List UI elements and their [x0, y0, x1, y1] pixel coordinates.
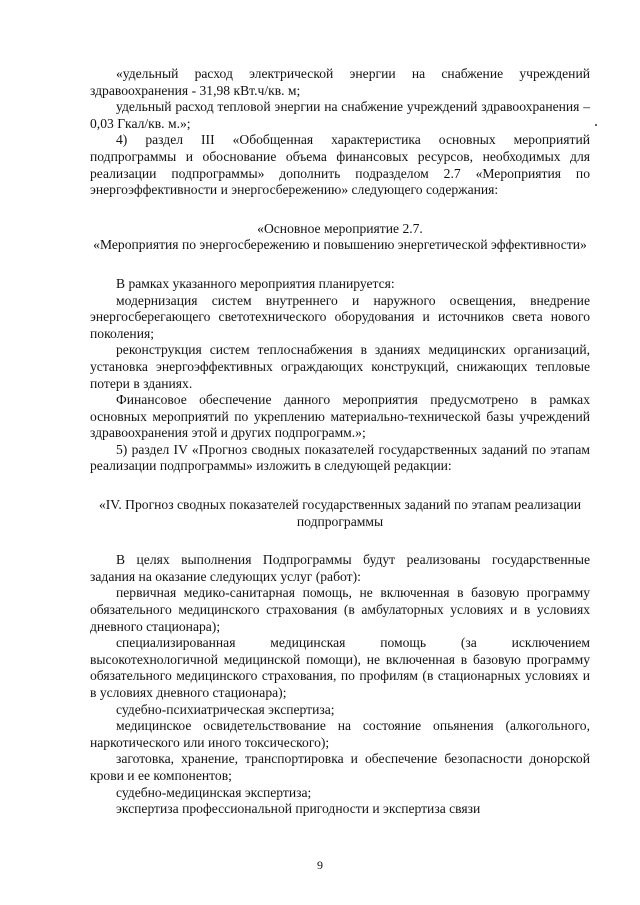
paragraph: 5) раздел IV «Прогноз сводных показателей государственных заданий по этапам реализации подпрограммы» изложить в следующей редакции:: [90, 441, 590, 474]
scan-artifact-dot: [595, 124, 597, 126]
paragraph: модернизация систем внутреннего и наружного освещения, внедрение энергосберегающего светотехнического оборудования и источников света нового поколения;: [90, 292, 590, 341]
page-number: 9: [317, 858, 323, 872]
paragraph: медицинское освидетельствование на состояние опьянения (алкогольного, наркотического или иного токсического);: [90, 718, 590, 750]
section-heading-line-2: «Мероприятия по энергосбережению и повышению энергетической эффективности»: [93, 237, 587, 253]
section-heading-iv: «IV. Прогноз сводных показателей государственных заданий по этапам реализации подпрограммы: [98, 497, 582, 529]
paragraph: специализированная медицинская помощь (за исключением высокотехнологичной медицинской помощи), не включенная в базовую программу обязательного медицинского страхования, по профилям (в стационарных условиях и в условиях дневного стационара);: [90, 635, 590, 700]
paragraph: Финансовое обеспечение данного мероприятия предусмотрено в рамках основных мероприятий по укреплению материально-технической базы учреждений здравоохранения этой и других подпрограмм.»;: [90, 392, 590, 441]
section-heading-line-1: «Основное мероприятие 2.7.: [257, 220, 423, 236]
document-body: [90, 66, 590, 818]
paragraph: «удельный расход электрической энергии на снабжение учреждений здравоохранения - 31,98 кВт.ч/кв. м;: [90, 66, 590, 98]
paragraph: В рамках указанного мероприятия планируется:: [116, 275, 395, 291]
paragraph: 4) раздел III «Обобщенная характеристика основных мероприятий подпрограммы и обоснование объема финансовых ресурсов, необходимых для реализации подпрограммы» дополнить подразделом 2.7 «Мероприятия по энергоэффективности и энергосбережению» следующего содержания:: [90, 132, 590, 198]
paragraph: судебно-медицинская экспертиза;: [116, 784, 312, 800]
paragraph: удельный расход тепловой энергии на снабжение учреждений здравоохранения – 0,03 Гкал/кв. м.»;: [90, 99, 590, 131]
paragraph: реконструкция систем теплоснабжения в зданиях медицинских организаций, установка энергоэффективных ограждающих конструкций, снижающих тепловые потери в зданиях.: [90, 342, 590, 391]
paragraph: первичная медико-санитарная помощь, не включенная в базовую программу обязательного медицинского страхования (в амбулаторных условиях и в условиях дневного стационара);: [90, 585, 590, 634]
paragraph: заготовка, хранение, транспортировка и обеспечение безопасности донорской крови и ее компонентов;: [90, 751, 590, 783]
paragraph: экспертиза профессиональной пригодности и экспертиза связи: [116, 801, 481, 817]
paragraph: В целях выполнения Подпрограммы будут реализованы государственные задания на оказание следующих услуг (работ):: [90, 552, 590, 584]
paragraph: судебно-психиатрическая экспертиза;: [116, 701, 335, 717]
